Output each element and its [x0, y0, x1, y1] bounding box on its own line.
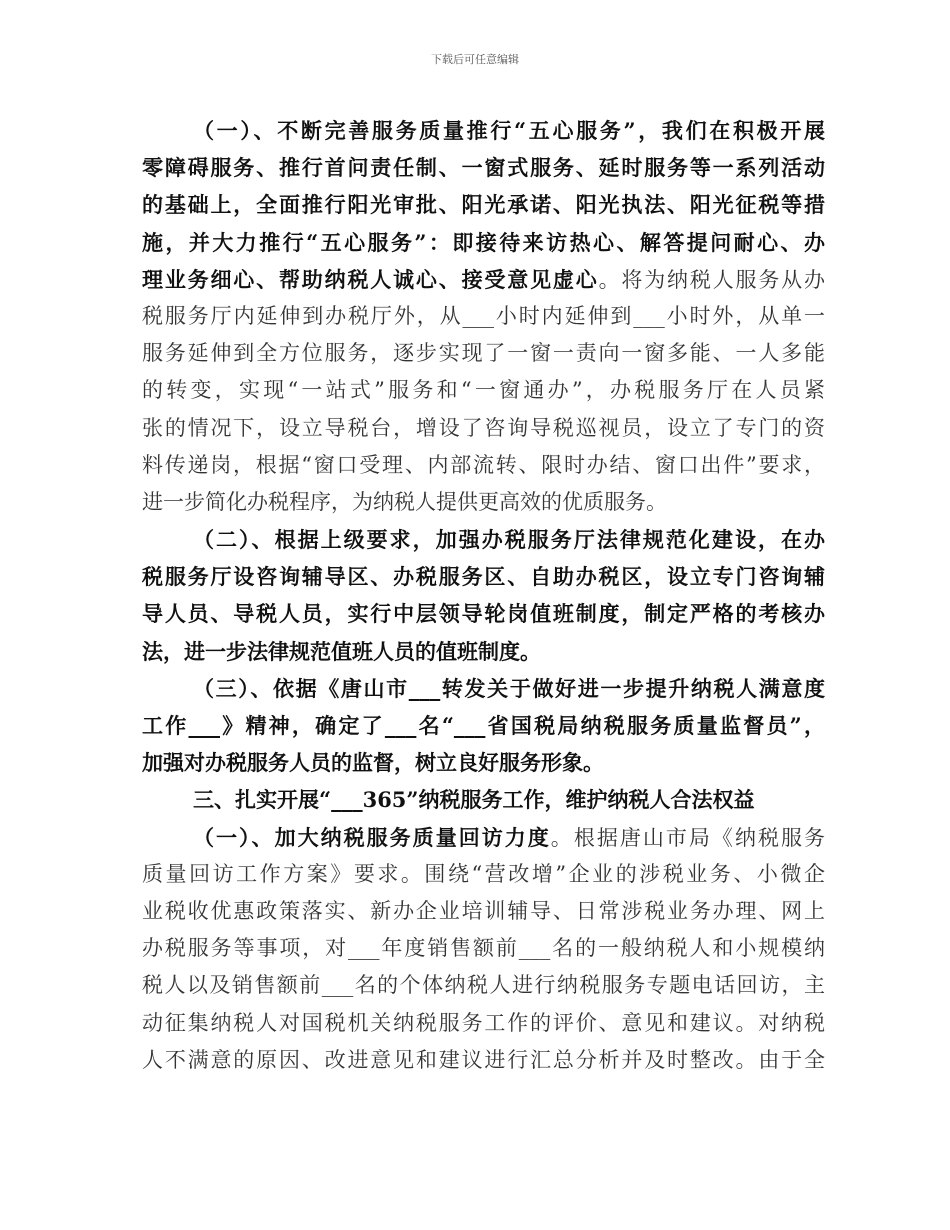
text-line — [142, 447, 825, 484]
text-line — [142, 633, 825, 670]
text-run: 税人以及销售额前___名的个体纳税人进行纳税服务专题电话回访，主 — [142, 973, 825, 998]
text-line — [142, 558, 825, 595]
text-line — [142, 1005, 825, 1042]
text-line — [142, 112, 825, 149]
text-line — [142, 930, 825, 967]
text-run: （二）、根据上级要求，加强办税服务厅法律规范化建设，在办 — [193, 527, 825, 553]
text-line — [142, 224, 825, 261]
text-run: 税服务厅设咨询辅导区、办税服务区、自助办税区，设立专门咨询辅 — [142, 564, 825, 590]
text-run: 服务延伸到全方位服务，逐步实现了一窗一责向一窗多能、一人多能 — [142, 341, 825, 366]
text-run: 施，并大力推行“五心服务”：即接待来访热心、解答提问耐心、办 — [142, 229, 825, 255]
text-run: 三、扎实开展“___365”纳税服务工作，维护纳税人合法权益 — [193, 787, 755, 813]
text-run: （一）、不断完善服务质量推行“五心服务”，我们在积极开展 — [193, 118, 825, 143]
text-line — [142, 595, 825, 632]
text-run: 的基础上，全面推行阳光审批、阳光承诺、阳光执法、阳光征税等措 — [142, 192, 825, 218]
text-line — [142, 410, 825, 447]
text-run: （一）、加大纳税服务质量回访力度 — [193, 824, 551, 850]
text-line — [142, 856, 825, 893]
text-run: 张的情况下，设立导税台，增设了咨询导税巡视员，设立了专门的资 — [142, 415, 825, 440]
text-line — [142, 149, 825, 186]
text-run: 加强对办税服务人员的监督，树立良好服务形象。 — [142, 750, 604, 776]
text-run: 料传递岗，根据“窗口受理、内部流转、限时办结、窗口出件”要求， — [142, 452, 825, 477]
text-line — [142, 372, 825, 409]
paragraph-4 — [142, 819, 825, 1079]
text-line — [142, 707, 825, 744]
text-run: 零障碍服务、推行首问责任制、一窗式服务、延时服务等一系列活动 — [142, 155, 825, 181]
text-run: 质量回访工作方案》要求。围绕“营改增”企业的涉税业务、小微企 — [142, 861, 825, 886]
text-run: （三）、依据《唐山市___转发关于做好进一步提升纳税人满意度 — [193, 675, 825, 701]
text-run: 法，进一步法律规范值班人员的值班制度。 — [142, 638, 541, 664]
text-line — [142, 967, 825, 1004]
text-line — [142, 893, 825, 930]
text-line — [142, 819, 825, 856]
section-heading — [142, 781, 825, 818]
text-run: 业税收优惠政策落实、新办企业培训辅导、日常涉税业务办理、网上 — [142, 898, 825, 923]
text-line — [142, 484, 825, 521]
text-line — [142, 1042, 825, 1079]
text-line — [142, 335, 825, 372]
text-run: 。将为纳税人服务从办 — [598, 267, 826, 292]
text-run: 办税服务等事项，对___年度销售额前___名的一般纳税人和小规模纳 — [142, 936, 825, 961]
text-line — [142, 744, 825, 781]
text-run: 的转变，实现“一站式”服务和“一窗通办”，办税服务厅在人员紧 — [142, 378, 825, 403]
text-line — [142, 521, 825, 558]
text-line — [142, 261, 825, 298]
text-run: 导人员、导税人员，实行中层领导轮岗值班制度，制定严格的考核办 — [142, 601, 825, 627]
text-run: 人不满意的原因、改进意见和建议进行汇总分析并及时整改。由于全 — [142, 1047, 825, 1072]
paragraph-1 — [142, 112, 825, 521]
text-run: 税服务厅内延伸到办税厅外，从___小时内延伸到___小时外，从单一 — [142, 303, 825, 328]
paragraph-2 — [142, 521, 825, 670]
text-run: 进一步简化办税程序，为纳税人提供更高效的优质服务。 — [142, 489, 667, 514]
text-run: 理业务细心、帮助纳税人诚心、接受意见虚心 — [142, 266, 599, 292]
paragraph-3 — [142, 670, 825, 782]
text-line — [142, 670, 825, 707]
text-line — [142, 298, 825, 335]
document-body — [142, 112, 825, 1079]
text-run: 动征集纳税人对国税机关纳税服务工作的评价、意见和建议。对纳税 — [142, 1010, 825, 1035]
text-line — [142, 186, 825, 223]
text-run: 工作___》精神，确定了___名“___省国税局纳税服务质量监督员”， — [142, 713, 825, 738]
text-run: 。根据唐山市局《纳税服务 — [550, 825, 825, 850]
page-header: 下载后可任意编辑 — [431, 53, 519, 66]
text-line — [142, 781, 825, 818]
